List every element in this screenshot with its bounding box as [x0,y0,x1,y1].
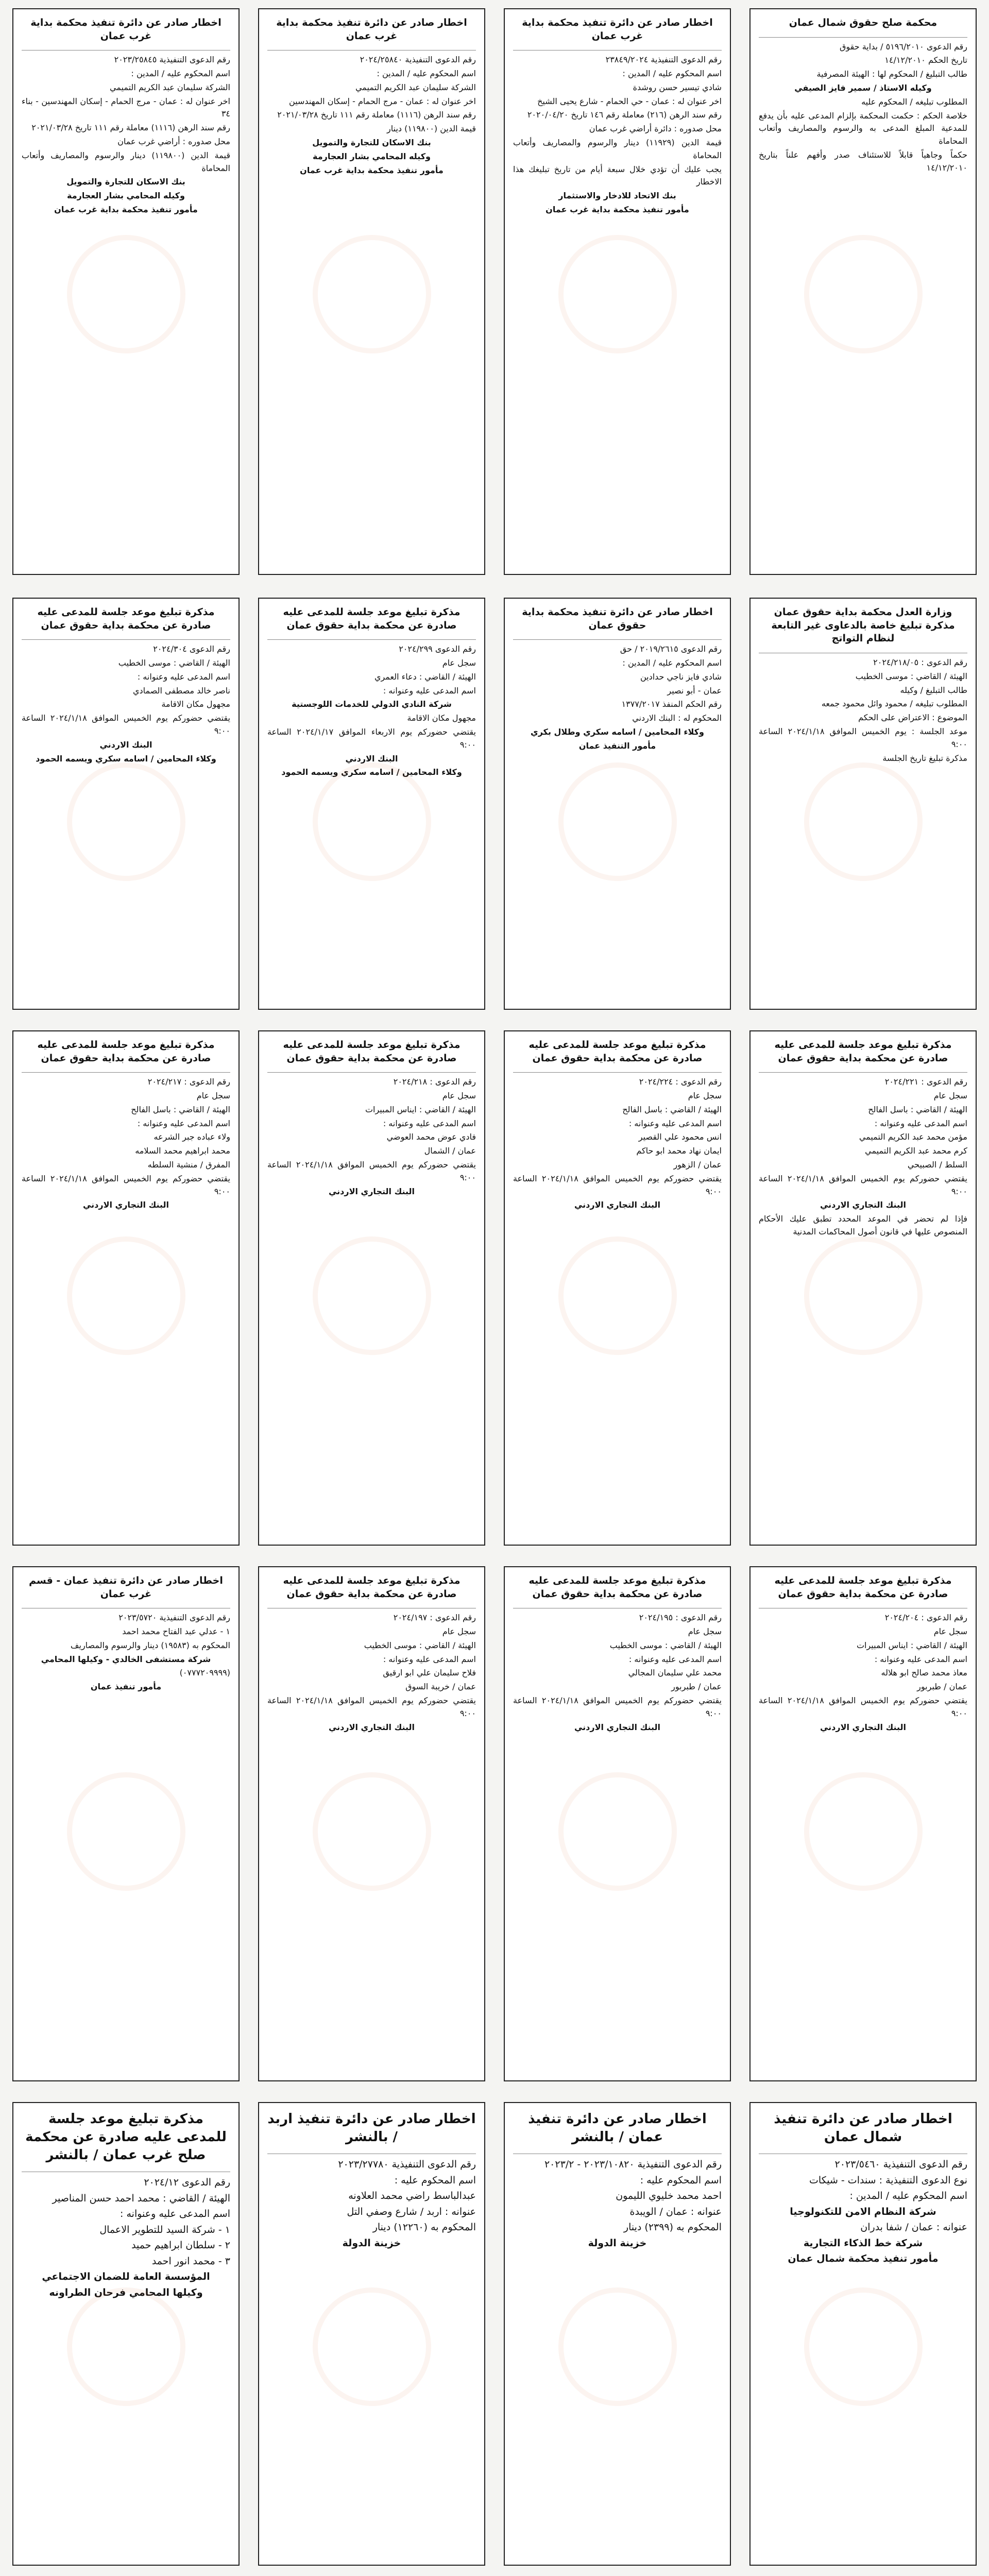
notices-row-5 [12,2102,977,2566]
notice-title: اخطار صادر عن دائرة تنفيذ محكمة بداية حقوق عمان [522,606,713,631]
notice-line: اسم المحكوم عليه / المدين : [131,69,230,79]
notice-line: اسم المدعى عليه وعنوانه : [383,1118,476,1128]
legal-notice-card [749,2102,977,2566]
notice-title: مذكرة تبليغ موعد جلسة للمدعى عليه صادرة عن محكمة بداية حقوق عمان [528,1039,706,1064]
notice-line: ناصر خالد مصطفى الصمادي [132,685,230,696]
notice-line: مأمور تنفيذ محكمة بداية غرب عمان [54,205,198,215]
watermark-seal-icon [313,235,431,353]
notice-line: وكلاء المحامين / اسامه سكري ويسمه الحمود [281,767,462,777]
notice-title: اخطار صادر عن دائرة تنفيذ شمال عمان [774,2111,952,2145]
legal-notice-card [504,2102,731,2566]
notice-line: عمان / الشمال [424,1146,476,1156]
notice-line: البنك التجاري الاردني [82,1200,169,1210]
legal-notice-card [504,1030,731,1546]
notices-row-4 [12,1566,977,2081]
notice-line: البنك الاردني [99,739,152,750]
notice-line: اسم المدعى عليه وعنوانه : [628,1654,722,1664]
notice-line: سجل عام [442,1091,476,1101]
legal-notice-card [12,8,240,575]
legal-notice-card [258,2102,485,2566]
notice-line: رقم الدعوى : ٢٠٢٤/١٩٧ [393,1613,476,1623]
notice-line: محل صدوره : دائرة أراضي غرب عمان [589,124,722,134]
notice-line: رقم الدعوى التنفيذية ٢٠٢٣/٥٤٦٠ [834,2159,967,2171]
notice-body [22,1612,230,1694]
notice-line: قيمة الدين (١١٩٢٩) دينار والرسوم والمصاريف وأتعاب المحاماة [513,138,722,160]
legal-notice-card [504,1566,731,2081]
watermark-seal-icon [67,2287,185,2406]
notice-title: مذكرة تبليغ موعد جلسة للمدعى عليه صادرة عن محكمة بداية حقوق عمان [528,1575,706,1600]
notice-line: يقتضي حضوركم يوم الخميس الموافق ٢٠٢٤/١/١٨ الساعة ٩:٠٠ [513,1173,722,1196]
notice-line: اسم المدعى عليه وعنوانه : [383,685,476,696]
legal-notice-card [12,1030,240,1546]
notice-line: يقتضي حضوركم يوم الخميس الموافق ٢٠٢٤/١/١٨ الساعة ٩:٠٠ [267,1160,476,1182]
notice-title: اخطار صادر عن دائرة تنفيذ اربد / بالنشر [267,2111,476,2145]
notice-line: رقم الدعوى ٢٠١٩/٢٦١٥ / حق [620,644,722,654]
notice-line: طالب التبليغ / وكيله [900,685,967,695]
notice-line: المطلوب تبليغه / محمود وائل محمود جمعه [821,699,967,709]
notice-line: الهيئة / القاضي : باسل الفالح [131,1104,230,1114]
notice-line: يقتضي حضوركم يوم الخميس الموافق ٢٠٢٤/١/١٨ الساعة ٩:٠٠ [22,1173,230,1196]
notice-body [22,1076,230,1213]
notice-line: رقم الحكم المنفذ ١٣٧٧/٢٠١٧ [621,699,722,709]
notice-title: اخطار صادر عن دائرة تنفيذ محكمة بداية غرب عمان [276,17,467,42]
notice-title: مذكرة تبليغ موعد جلسة للمدعى عليه صادرة عن محكمة صلح غرب عمان / بالنشر [25,2111,227,2163]
notice-line: اسم المدعى عليه وعنوانه : [137,671,230,682]
watermark-seal-icon [67,1772,185,1891]
notice-body [513,2157,722,2251]
notice-line: مأمور تنفيذ محكمة بداية غرب عمان [545,205,689,215]
notices-row-1 [12,8,977,575]
notice-title: اخطار صادر عن دائرة تنفيذ عمان / بالنشر [528,2111,707,2145]
notice-line: محل صدوره : أراضي غرب عمان [117,137,230,147]
notice-line: فادي عوض محمد العوضي [386,1132,476,1142]
legal-notice-card [504,8,731,575]
notice-line: انس محمود علي القصير [638,1132,722,1142]
notice-line: يقتضي حضوركم يوم الخميس الموافق ٢٠٢٤/١/١٨ الساعة ٩:٠٠ [759,1696,967,1718]
legal-notice-card [749,598,977,1010]
watermark-seal-icon [558,2287,677,2406]
notice-line: رقم الدعوى : ٢٠٢٤/٢٢٤ [639,1077,722,1087]
notice-line: شادي تيسير حسن روشدة [633,82,722,92]
notice-body [513,1612,722,1735]
notice-line: عمان / طبربور [917,1682,967,1692]
notice-line: مجهول مكان الاقامة [407,713,476,723]
notice-line: الهيئة / القاضي : موسى الخطيب [118,658,230,668]
notice-line: بنك الاسكان للتجارة والتمويل [312,138,431,148]
notice-line: رقم الدعوى ٢٠٢٤/٣٠٤ [153,644,230,654]
notices-row-3 [12,1030,977,1546]
notice-line: مؤمن محمد عبد الكريم التميمي [859,1132,967,1142]
notice-line: اسم المحكوم عليه : [394,2174,476,2186]
notice-title: اخطار صادر عن دائرة تنفيذ محكمة بداية غرب عمان [30,17,221,42]
notice-line: سجل عام [688,1091,722,1101]
notice-line: فإذا لم تحضر في الموعد المحدد تطبق عليك الأحكام المنصوص عليها في قانون أصول المحاكمات المدنية [759,1214,967,1237]
notice-line: الموضوع : الاعتراض على الحكم [858,713,967,723]
divider [759,1072,967,1073]
notice-line: رقم الدعوى التنفيذية ٢٠٢٣/٢٧٧٨٠ [338,2159,476,2171]
divider [513,1072,722,1073]
notice-line: مأمور تنفيذ محكمة بداية غرب عمان [300,165,444,175]
notice-line: رقم الدعوى ٢٠٢٤/١٢ [144,2177,230,2189]
notice-body [759,656,967,766]
notice-line: اخر عنوان له : عمان - مرج الحمام - إسكان المهندسين - بناء ٣٤ [22,96,230,119]
legal-notice-card [258,1566,485,2081]
notice-line: مأمور تنفيذ عمان [90,1682,162,1692]
notice-line: احمد محمد خليوي الليمون [616,2190,722,2202]
notice-line: عمان / طبربور [671,1682,722,1692]
notice-line: يقتضي حضوركم يوم الاربعاء الموافق ٢٠٢٤/١/١٧ الساعة ٩:٠٠ [267,727,476,750]
notice-line: المطلوب تبليغه / المحكوم عليه [861,96,967,107]
notice-line: البنك التجاري الاردني [574,1722,661,1732]
notice-body [22,54,230,217]
notice-line: اسم المدعى عليه وعنوانه : [628,1118,722,1128]
notices-row-2 [12,598,977,1010]
notice-line: عنوانه : عمان / شفا بدران [860,2222,967,2233]
divider [22,1072,230,1073]
notice-line: المفرق / منشية السلطه [147,1160,230,1170]
notice-line: البنك التجاري الاردني [820,1722,907,1732]
notice-line: خزينة الدولة [342,2237,401,2249]
notice-line: خلاصة الحكم : حكمت المحكمة بإلزام المدعى عليه بأن يدفع للمدعية المبلغ المدعى به والرسوم والمصاريف وأتعاب المحاماة [759,110,967,146]
notice-line: ٢ - سلطان ابراهيم حميد [131,2240,230,2251]
notice-line: ١ - عدلي عبد الفتاح محمد احمد [122,1626,230,1637]
notice-line: الهيئة / القاضي : محمد احمد حسن المناصير [52,2192,230,2204]
notice-body [267,54,476,178]
legal-notice-card [258,1030,485,1546]
notice-line: سجل عام [442,658,476,668]
notice-line: ٣ - محمد انور احمد [151,2255,230,2267]
notice-line: المحكوم به (٢٣٩٩) دينار [623,2222,722,2233]
notice-line: شركة النادي الدولي للخدمات اللوجستية [292,699,452,709]
notice-body [759,41,967,176]
notice-line: المحكوم به (١٩٥٨٣) دينار والرسوم والمصاريف [70,1640,230,1650]
notice-line: عنوانه : عمان / الويبدة [629,2206,722,2217]
notice-line: اسم المدعى عليه وعنوانه : [383,1654,476,1664]
notice-line: الشركة سليمان عبد الكريم التميمي [355,82,476,92]
notice-line: رقم الدعوى ٢٠٢٤/٢٩٩ [399,644,476,654]
notice-line: الهيئة / القاضي : باسل الفالح [868,1104,967,1114]
notice-line: البنك التجاري الاردني [328,1722,415,1732]
notice-body [759,1612,967,1735]
notice-line: اخر عنوان له : عمان - مرج الحمام - إسكان المهندسين [289,96,476,106]
notice-line: رقم سند الرهن (١١١٦) معاملة رقم ١١١ تاريخ ٢٠٢١/٠٣/٢٨ [31,123,230,133]
divider [267,1072,476,1073]
notice-line: شادي فايز ناجي حدادين [640,671,722,682]
notice-line: وكيله المحامي بشار العجارمة [313,151,431,161]
notice-line: عمان - أبو نصير [667,685,722,696]
watermark-seal-icon [67,235,185,353]
watermark-seal-icon [804,1236,923,1355]
legal-notice-card [749,1030,977,1546]
notice-line: البنك الاردني [345,753,398,764]
notice-line: بنك الاسكان للتجارة والتمويل [66,177,185,187]
notice-line: عنوانه : اربد / شارع وصفي التل [347,2206,476,2217]
legal-notice-card [258,8,485,575]
notice-line: اسم المحكوم عليه / المدين : [849,2190,967,2202]
notice-line: ولاء عباده جبر الشرعه [154,1132,230,1142]
watermark-seal-icon [804,1772,923,1891]
watermark-seal-icon [313,2287,431,2406]
notice-line: موعد الجلسة : يوم الخميس الموافق ٢٠٢٤/١/١٨ الساعة ٩:٠٠ [759,726,967,749]
notice-line: سجل عام [442,1626,476,1637]
notice-line: رقم سند الرهن (٢١٦) معاملة رقم ١٤٦ تاريخ ٢٠٢٠/٠٤/٢٠ [527,110,722,120]
notice-line: البنك التجاري الاردني [328,1186,415,1196]
notice-line: معاذ محمد صالح ابو هلاله [881,1668,967,1678]
notice-line: المحكوم له : البنك الاردني [632,713,722,723]
notice-title: مذكرة تبليغ موعد جلسة للمدعى عليه صادرة عن محكمة بداية حقوق عمان [283,1039,461,1064]
divider [267,639,476,640]
watermark-seal-icon [804,2287,923,2406]
watermark-seal-icon [558,762,677,881]
notice-line: اسم المدعى عليه وعنوانه : [874,1118,967,1128]
notice-body [513,54,722,217]
notice-line: سجل عام [688,1626,722,1637]
notice-line: البنك التجاري الاردني [820,1200,907,1210]
notice-line: رقم الدعوى التنفيذية ٢٣٨٤٩/٢٠٢٤ [605,55,722,65]
notice-line: (٠٧٧٧٢٠٩٩٩٩) [179,1668,230,1678]
notice-title: مذكرة تبليغ موعد جلسة للمدعى عليه صادرة عن محكمة بداية حقوق عمان [774,1039,952,1064]
notice-line: وكيله الاستاذ / سمير فايز الصيفي [794,83,932,93]
notice-title: محكمة صلح حقوق شمال عمان [789,17,937,28]
notice-line: محمد ابراهيم محمد السلامه [135,1146,230,1156]
notice-line: طالب التبليغ / المحكوم لها : الهيئة المصرفية [816,69,967,79]
notice-line: يقتضي حضوركم يوم الخميس الموافق ٢٠٢٤/١/١٨ الساعة ٩:٠٠ [759,1173,967,1196]
notice-title: مذكرة تبليغ موعد جلسة للمدعى عليه صادرة عن محكمة بداية حقوق عمان [37,1039,215,1064]
notice-line: رقم سند الرهن (١١١٦) معاملة رقم ١١١ تاريخ ٢٠٢١/٠٣/٢٨ [277,110,476,120]
notice-line: وكلاء المحامين / اسامه سكري ويسمه الحمود [36,753,216,764]
divider [22,639,230,640]
legal-notice-card [12,1566,240,2081]
notice-line: ايمان نهاد محمد ابو حاكم [636,1146,722,1156]
notice-line: رقم الدعوى التنفيذية ٢٠٢٣/١٠٨٢٠ - ٢٠٢٣/٢ [544,2159,722,2171]
notice-line: رقم الدعوى : ٢٠٢٤/٢١٧ [147,1077,230,1087]
notice-title: اخطار صادر عن دائرة تنفيذ عمان - قسم غرب عمان [29,1575,223,1600]
notice-line: رقم الدعوى التنفيذية ٢٠٢٤/٢٥٨٤٠ [360,55,476,65]
notice-line: يقتضي حضوركم يوم الخميس الموافق ٢٠٢٤/١/١٨ الساعة ٩:٠٠ [513,1696,722,1718]
notice-body [267,1612,476,1735]
notice-line: مذكرة تبليغ تاريخ الجلسة [882,753,967,763]
notice-line: اخر عنوان له : عمان - حي الحمام - شارع يحيى الشيخ [537,96,722,106]
notice-line: وكيله المحامي بشار العجارمة [67,191,185,201]
notice-line: تاريخ الحكم ١٤/١٢/٢٠١٠ [884,55,967,65]
notice-body [513,1076,722,1213]
notice-body [22,643,230,766]
notice-line: قيمة الدين (١١٩٨٠٠) دينار والرسوم والمصاريف وأتعاب المحاماة [22,150,230,173]
notice-line: مجهول مكان الاقامة [161,699,230,709]
notice-line: المحكوم به (١٢٢٦٠) دينار [372,2222,476,2233]
notice-line: رقم الدعوى التنفيذية ٢٠٢٣/٥٧٢٠ [118,1613,230,1623]
legal-notice-card [12,2102,240,2566]
watermark-seal-icon [313,1236,431,1355]
notice-line: نوع الدعوى التنفيذية : سندات - شيكات [809,2174,967,2186]
notice-line: خزينة الدولة [588,2237,647,2249]
watermark-seal-icon [558,235,677,353]
notice-line: البنك التجاري الاردني [574,1200,661,1210]
notice-line: كرم محمد عبد الكريم التميمي [865,1146,967,1156]
notice-line: بنك الاتحاد للادخار والاستثمار [558,191,676,201]
notice-body [759,2157,967,2267]
notice-line: مأمور تنفيذ محكمة شمال عمان [788,2253,939,2265]
divider [759,37,967,38]
watermark-seal-icon [558,1236,677,1355]
notice-line: رقم الدعوى التنفيذية ٢٠٢٣/٢٥٨٤٥ [114,55,230,65]
watermark-seal-icon [804,235,923,353]
legal-notice-card [749,1566,977,2081]
notice-body [759,1076,967,1240]
notice-title: اخطار صادر عن دائرة تنفيذ محكمة بداية غرب عمان [522,17,713,42]
notice-body [267,1076,476,1199]
legal-notice-card [504,598,731,1010]
notice-line: الهيئة / القاضي : ايناس المبيرات [856,1640,967,1650]
notice-line: وكلاء المحامين / اسامه سكري وطلال بكري [531,727,704,737]
notice-line: سجل عام [933,1626,967,1637]
notice-line: عبدالباسط راضي محمد العلاونه [348,2190,476,2202]
notice-title: وزارة العدل محكمة بداية حقوق عمان مذكرة تبليغ خاصة بالدعاوى غير التابعة لنظام التواتج [771,606,955,645]
notice-line: يقتضي حضوركم يوم الخميس الموافق ٢٠٢٤/١/١٨ الساعة ٩:٠٠ [22,713,230,736]
legal-notice-card [12,598,240,1010]
notice-title: مذكرة تبليغ موعد جلسة للمدعى عليه صادرة عن محكمة بداية حقوق عمان [283,606,461,631]
notice-line: عمان / الزهور [673,1160,722,1170]
divider [513,639,722,640]
watermark-seal-icon [67,762,185,881]
notice-body [267,2157,476,2251]
notice-line: اسم المحكوم عليه : [640,2174,722,2186]
notice-line: رقم الدعوى : ٢٠٢٤/٢٠٤ [884,1613,967,1623]
notice-line: رقم الدعوى ٥١٩٦/٢٠١٠ / بداية حقوق [839,41,967,52]
watermark-seal-icon [67,1236,185,1355]
notice-line: وكيلها المحامي فرحان الطراونه [49,2286,203,2298]
notice-line: يجب عليك أن تؤدي خلال سبعة أيام من تاريخ تبليغك هذا الاخطار [513,164,722,187]
notice-line: رقم الدعوى : ٢٠٢٤/٢١٨/٠٥ [873,657,967,667]
notice-line: فلاح سليمان علي ابو ارقيق [383,1668,476,1678]
notice-title: مذكرة تبليغ موعد جلسة للمدعى عليه صادرة عن محكمة بداية حقوق عمان [283,1575,461,1600]
notice-line: مأمور التنفيذ عمان [578,740,656,751]
notice-line: محمد علي سليمان المجالي [628,1668,722,1678]
notice-line: عمان / خريبة السوق [405,1682,476,1692]
legal-notice-card [749,8,977,575]
notice-line: يقتضي حضوركم يوم الخميس الموافق ٢٠٢٤/١/١٨ الساعة ٩:٠٠ [267,1696,476,1718]
notice-line: الهيئة / القاضي : ايناس المبيرات [365,1104,476,1114]
watermark-seal-icon [313,1772,431,1891]
notice-title: مذكرة تبليغ موعد جلسة للمدعى عليه صادرة عن محكمة بداية حقوق عمان [774,1575,952,1600]
notice-line: حكماً وجاهياً قابلاً للاستئناف صدر وأفهم علناً بتاريخ ١٤/١٢/٢٠١٠ [759,150,967,173]
notice-line: اسم المحكوم عليه / المدين : [377,69,476,79]
notice-line: سجل عام [933,1091,967,1101]
notice-line: الهيئة / القاضي : موسى الخطيب [855,671,967,681]
notice-line: سجل عام [196,1091,230,1101]
notice-title: مذكرة تبليغ موعد جلسة للمدعى عليه صادرة عن محكمة بداية حقوق عمان [37,606,215,631]
notice-body [267,643,476,780]
watermark-seal-icon [558,1772,677,1891]
notice-line: اسم المدعى عليه وعنوانه : [874,1654,967,1664]
notice-line: رقم الدعوى : ٢٠٢٤/٢٢١ [884,1077,967,1087]
notice-body [22,2175,230,2301]
notice-line: المؤسسة العامة للضمان الاجتماعي [42,2271,210,2283]
notice-line: الهيئة / القاضي : موسى الخطيب [609,1640,722,1650]
watermark-seal-icon [313,762,431,881]
notice-line: اسم المحكوم عليه / المدين : [622,658,722,668]
watermark-seal-icon [804,762,923,881]
notice-line: اسم المدعى عليه وعنوانه : [137,1118,230,1128]
notice-line: الهيئة / القاضي : دعاء العمري [374,671,476,682]
notice-line: ١ - شركة السيد للتطوير الاعمال [99,2224,230,2235]
notice-line: شركة خط الذكاء التجارية [803,2237,923,2249]
notice-line: شركة النظام الامن للتكنولوجيا [790,2206,936,2217]
notice-line: شركة مستشفى الخالدي - وكيلها المحامي [41,1654,211,1664]
notice-line: السلط / الصبيحي [907,1160,967,1170]
notice-body [513,643,722,753]
notice-line: رقم الدعوى : ٢٠٢٤/١٩٥ [639,1613,722,1623]
notice-line: اسم المحكوم عليه / المدين : [622,69,722,79]
notice-line: قيمة الدين (١١٩٨٠٠) دينار [387,124,476,134]
notice-line: رقم الدعوى : ٢٠٢٤/٢١٨ [393,1077,476,1087]
notice-line: اسم المدعى عليه وعنوانه : [120,2208,230,2220]
notice-line: الهيئة / القاضي : باسل الفالح [622,1104,722,1114]
notice-line: الشركة سليمان عبد الكريم التميمي [109,82,230,92]
legal-notice-card [258,598,485,1010]
notice-line: الهيئة / القاضي : موسى الخطيب [364,1640,476,1650]
